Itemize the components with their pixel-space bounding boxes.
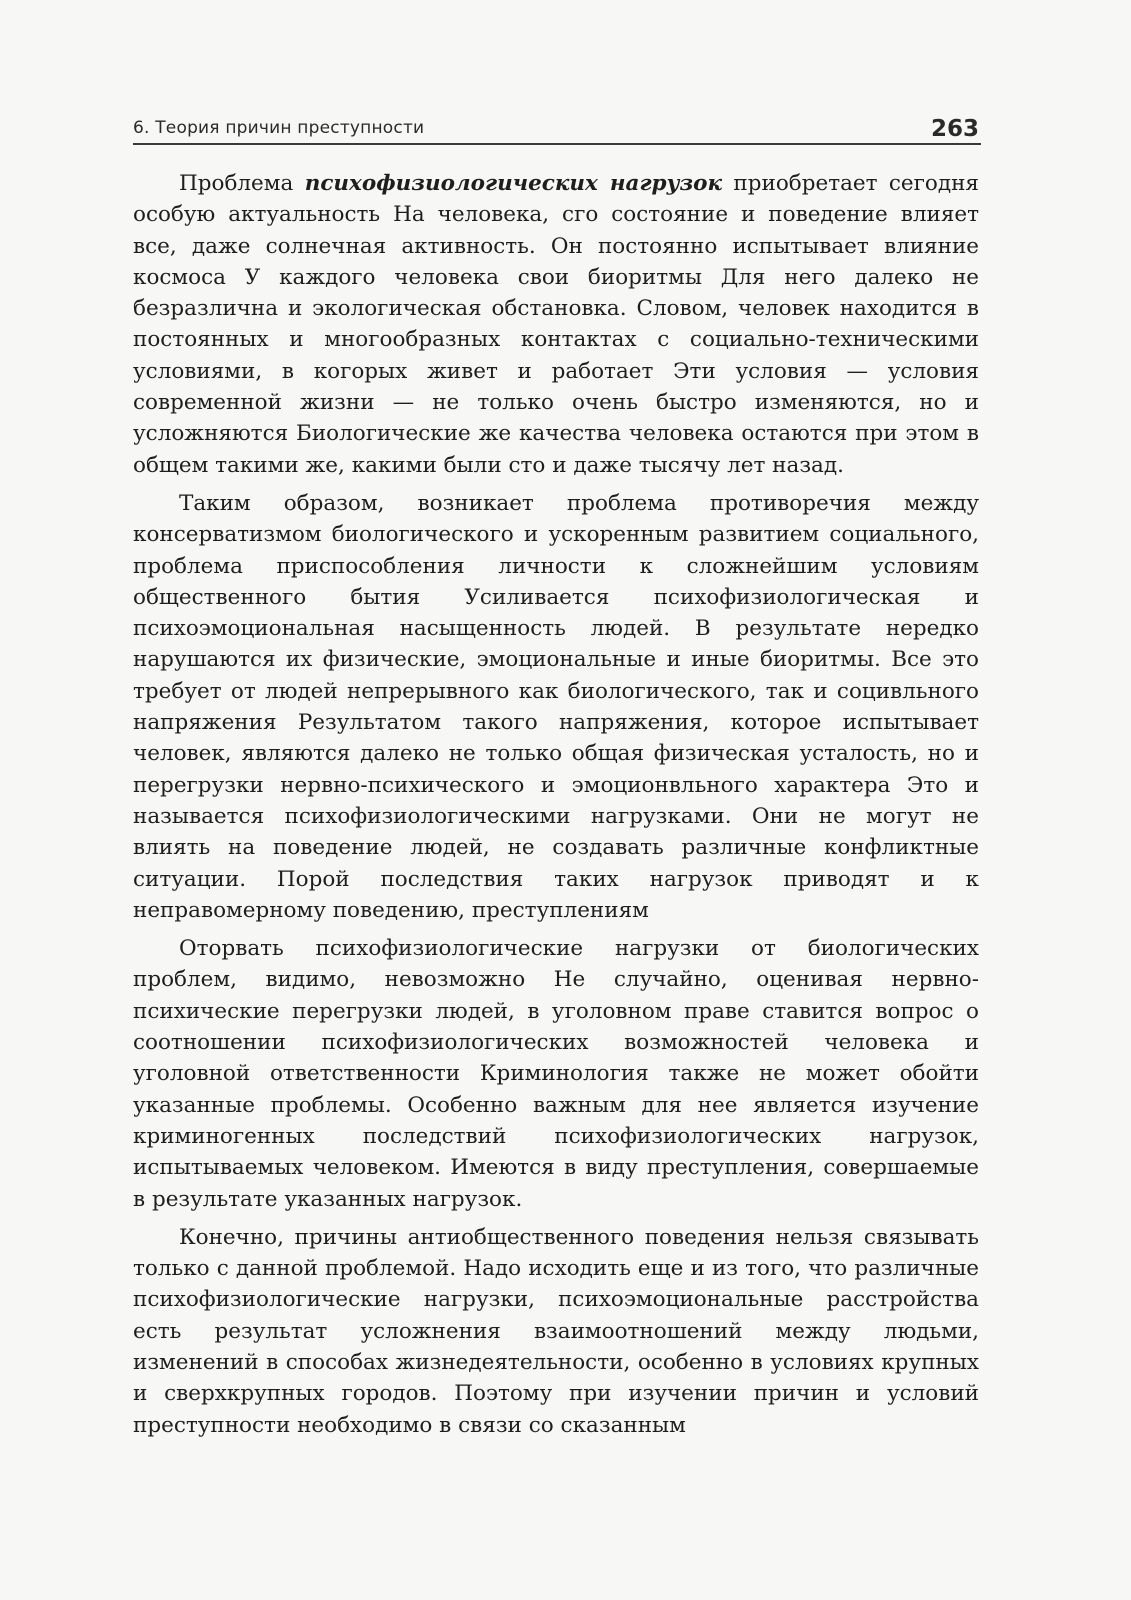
paragraph: Таким образом, возникает проблема противоречия между консерватизмом биологического и ускоренным развитием социального, проблема приспособления личности к сложнейшим условиям общественного бытия Усиливается психофизиологическая и психоэмоциональная насыщенность людей. В результате нередко нарушаются их физические, эмоциональные и иные биоритмы. Все это требует от людей непрерывного как биологического, так и социвльного напряжения Результатом такого напряжения, которое испытывает человек, являются далеко не только общая физическая усталость, но и перегрузки нервно-психического и эмоционвльного характера Это и называется психофизиологическими нагрузками. Они не могут не влиять на поведение людей, не создавать различные конфликтные ситуации. Порой последствия таких нагрузок приводят и к неправомерному поведению, преступлениям	[133, 490, 979, 923]
running-header	[133, 113, 981, 145]
running-title: 6. Теория причин преступности	[133, 118, 425, 138]
paragraph-text: приобретает сегодня особую актуальность На человека, сго состояние и поведение влияет все, даже солнечная активность. Он постоянно испытывает влияние космоса У каждого человека свои биоритмы Для него далеко не безразлична и экологическая обстановка. Словом, человек находится в постоянных и многообразных контактах с социально-техническими условиями, в когорых живет и работает Эти условия — условия современной жизни — не только очень быстро изменяются, но и усложняются Биологические же качества человека остаются при этом в общем такими же, какими были сто и даже тысячу лет назад.	[133, 171, 979, 478]
paragraph: Конечно, причины антиобщественного поведения нельзя связывать только с данной проблемой. Надо исходить еще и из того, что различные психофизиологические нагрузки, психоэмоциональные расстройства есть результат усложнения взаимоотношений между людьми, изменений в способах жизнедеятельности, особенно в условиях крупных и сверхкрупных городов. Поэтому при изучении причин и условий преступности необходимо в связи со сказанным	[133, 1224, 979, 1438]
paragraph-text: Проблема	[179, 171, 305, 196]
body-text	[133, 168, 979, 1448]
page-number: 263	[930, 116, 979, 142]
paragraph: Оторвать психофизиологические нагрузки от биологических проблем, видимо, невозможно Не случайно, оценивая нервно-психические перегрузки людей, в уголовном праве ставится вопрос о соотношении психофизиологических возможностей человека и уголовной ответственности Криминология также не может обойти указанные проблемы. Особенно важным для нее является изучение криминогенных последствий психофизиологических нагрузок, испытываемых человеком. Имеются в виду преступления, совершаемые в результате указанных нагрузок.	[133, 936, 979, 1212]
emphasized-term: психофизиологических нагрузок	[304, 171, 723, 196]
paragraph	[133, 168, 979, 481]
